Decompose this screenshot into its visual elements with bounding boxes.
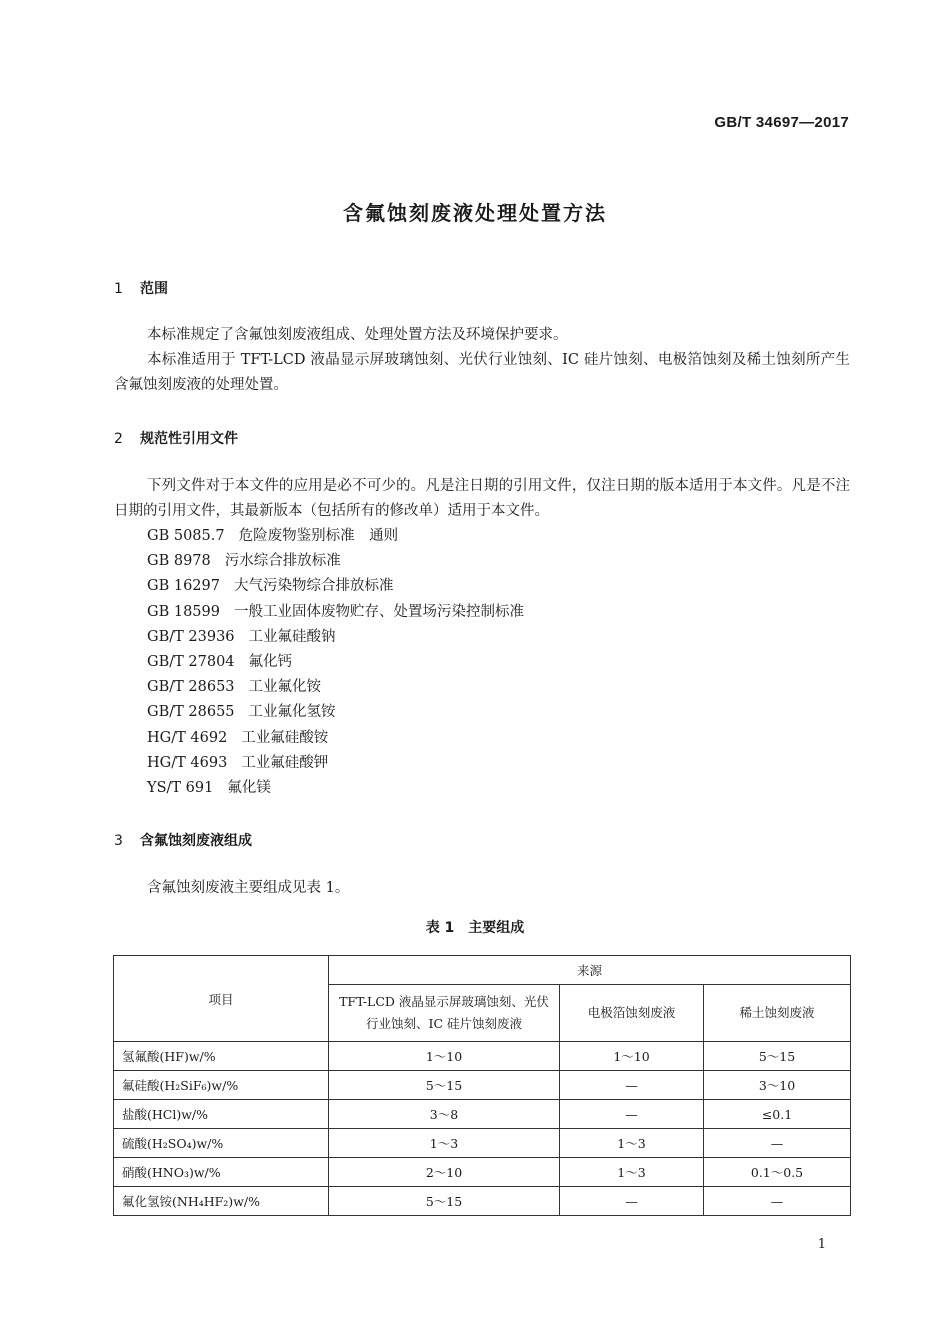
source-column-header: 稀土蚀刻废液 [704,985,851,1042]
page-number: 1 [817,1237,826,1252]
table-row [114,1187,851,1216]
section-1-number: 1 [114,281,123,297]
reference-item [147,700,524,725]
reference-name: 工业氟硅酸钾 [241,754,329,771]
section-2-heading [114,428,238,448]
section-3-title: 含氟蚀刻废液组成 [140,833,252,849]
reference-name: 危险废物鉴别标准 通则 [238,528,399,544]
section-2-paragraph-1: 下列文件对于本文件的应用是必不可少的。凡是注日期的引用文件，仅注日期的版本适用于本文件。凡是不注日期的引用文件，其最新版本（包括所有的修改单）适用于本文件。 [114,478,850,519]
table-cell: 1～3 [329,1129,560,1158]
row-item: 盐酸(HCl)w/% [114,1100,329,1129]
table-cell: 5～15 [329,1187,560,1216]
table-cell: 5～15 [329,1071,560,1100]
reference-code: GB/T 28655 [147,704,235,721]
reference-code: HG/T 4692 [147,729,228,746]
table-cell: ≤0.1 [704,1100,851,1129]
reference-code: GB/T 28653 [147,679,235,696]
reference-code: YS/T 691 [147,780,214,797]
standard-code: GB/T 34697—2017 [714,114,849,131]
table-cell: 1～3 [560,1158,704,1187]
table-cell: 5～15 [704,1042,851,1071]
reference-name: 工业氟硅酸铵 [241,729,329,746]
reference-item [147,524,524,549]
reference-code: GB/T 27804 [147,654,235,671]
table-row [114,1129,851,1158]
reference-item [147,726,524,751]
reference-name: 氟化钙 [248,654,293,671]
row-item: 氢氟酸(HF)w/% [114,1042,329,1071]
source-column-header: TFT-LCD 液晶显示屏玻璃蚀刻、光伏行业蚀刻、IC 硅片蚀刻废液 [329,985,560,1042]
reference-item [147,650,524,675]
table-caption: 表 1 主要组成 [425,920,525,936]
table-cell: 1～10 [560,1042,704,1071]
source-header: 来源 [329,956,851,985]
reference-item [147,574,524,599]
reference-name: 工业氟硅酸钠 [248,628,336,645]
table-row [114,1042,851,1071]
table-cell: — [704,1187,851,1216]
reference-item [147,776,524,801]
section-1-title: 范围 [140,281,168,297]
section-3-heading [114,830,252,850]
reference-name: 氟化镁 [227,780,271,797]
table-cell: 0.1～0.5 [704,1158,851,1187]
section-1-paragraph-2: 本标准适用于 TFT-LCD 液晶显示屏玻璃蚀刻、光伏行业蚀刻、IC 硅片蚀刻、电极箔蚀刻及稀土蚀刻所产生含氟蚀刻废液的处理处置。 [114,352,850,393]
reference-item [147,625,524,650]
row-item: 氟化氢铵(NH₄HF₂)w/% [114,1187,329,1216]
table-row [114,1071,851,1100]
reference-name: 工业氟化氢铵 [248,704,336,721]
table-cell: 3～8 [329,1100,560,1129]
table-cell: — [704,1129,851,1158]
row-item: 氟硅酸(H₂SiF₆)w/% [114,1071,329,1100]
section-1-heading [114,278,168,298]
reference-code: GB 18599 [147,603,220,620]
section-3-paragraph-1: 含氟蚀刻废液主要组成见表 1。 [147,880,350,896]
table-cell: 1～3 [560,1129,704,1158]
section-2-number: 2 [114,431,123,447]
reference-item [147,549,524,574]
table-cell: 3～10 [704,1071,851,1100]
table-cell: — [560,1071,704,1100]
reference-name: 污水综合排放标准 [224,553,341,570]
document-title: 含氟蚀刻废液处理处置方法 [343,201,607,225]
reference-name: 工业氟化铵 [248,679,322,696]
row-item: 硫酸(H₂SO₄)w/% [114,1129,329,1158]
reference-item [147,600,524,625]
section-2-title: 规范性引用文件 [140,431,238,447]
source-column-header: 电极箔蚀刻废液 [560,985,704,1042]
reference-list [147,524,524,801]
reference-name: 一般工业固体废物贮存、处置场污染控制标准 [233,603,524,620]
reference-code: GB 16297 [147,578,220,595]
table-cell: — [560,1187,704,1216]
reference-code: GB/T 23936 [147,628,235,645]
item-header: 项目 [114,956,329,1042]
reference-code: GB 8978 [147,553,211,570]
reference-item [147,751,524,776]
table-cell: 1～10 [329,1042,560,1071]
composition-table [113,955,851,1216]
section-3-number: 3 [114,833,123,849]
reference-code: HG/T 4693 [147,754,228,771]
reference-code: GB 5085.7 [147,528,225,544]
row-item: 硝酸(HNO₃)w/% [114,1158,329,1187]
table-row [114,1100,851,1129]
reference-name: 大气污染物综合排放标准 [233,578,394,595]
section-1-paragraph-1: 本标准规定了含氟蚀刻废液组成、处理处置方法及环境保护要求。 [147,327,568,343]
table-cell: — [560,1100,704,1129]
table-row [114,1158,851,1187]
reference-item [147,675,524,700]
table-cell: 2～10 [329,1158,560,1187]
